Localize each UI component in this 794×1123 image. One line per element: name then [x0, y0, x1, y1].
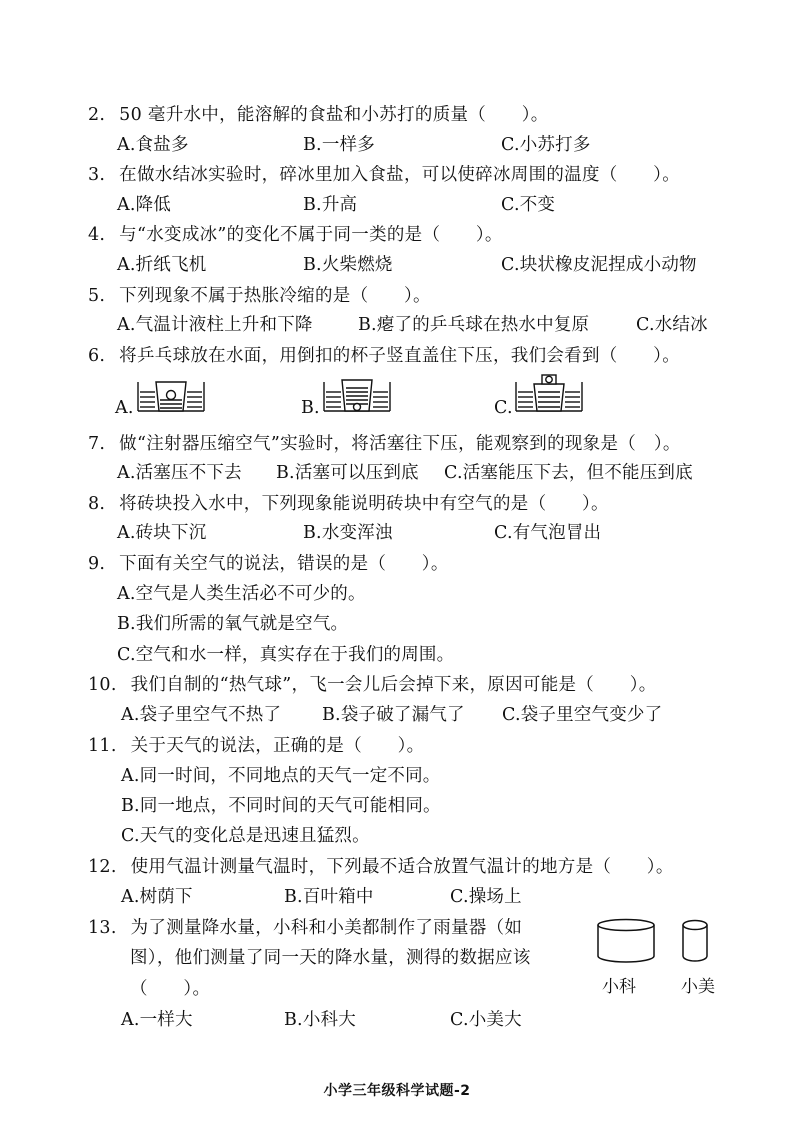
rain-gauge-narrow-icon	[680, 918, 710, 964]
option-b: B.	[301, 398, 320, 418]
question-number: 11.	[88, 736, 117, 756]
option-c: C.	[494, 398, 513, 418]
question-number: 2.	[88, 105, 106, 125]
question-number: 6.	[88, 346, 106, 366]
question-text: 50 毫升水中，能溶解的食盐和小苏打的质量（ ）。	[119, 105, 549, 125]
option-a: A.袋子里空气不热了	[121, 705, 282, 725]
option-c: C.水结冰	[636, 315, 708, 335]
option-a: A.气温计液柱上升和下降	[117, 315, 313, 335]
option-b: B.水变浑浊	[303, 523, 393, 543]
option-b: B.瘪了的乒乓球在热水中复原	[358, 315, 590, 335]
question-number: 12.	[88, 857, 117, 877]
option-c: C.有气泡冒出	[494, 523, 602, 543]
option-b: B.火柴燃烧	[303, 255, 393, 275]
question-13	[88, 916, 522, 940]
option-a: A.食盐多	[117, 135, 189, 155]
question-2	[88, 103, 549, 127]
cup-diagram-c	[514, 374, 584, 414]
question-text: 在做水结冰实验时，碎冰里加入食盐，可以使碎冰周围的温度（ ）。	[119, 165, 681, 185]
option-b: B.我们所需的氧气就是空气。	[117, 614, 349, 634]
option-b: B.小科大	[284, 1010, 356, 1030]
option-b: B.同一地点，不同时间的天气可能相同。	[121, 796, 441, 816]
question-number: 3.	[88, 165, 106, 185]
question-number: 5.	[88, 286, 106, 306]
page-footer: 小学三年级科学试题-2	[323, 1083, 471, 1099]
question-3	[88, 163, 680, 187]
question-text: 将砖块投入水中，下列现象能说明砖块中有空气的是（ ）。	[119, 494, 609, 514]
question-number: 7.	[88, 434, 106, 454]
option-b: B.百叶箱中	[284, 887, 374, 907]
question-5	[88, 284, 431, 308]
question-9	[88, 552, 449, 576]
question-13-line-3: （ ）。	[130, 979, 211, 999]
question-11	[88, 734, 424, 758]
option-b: B.活塞可以压到底	[276, 463, 419, 483]
cup-diagram-a	[136, 378, 206, 414]
option-c: C.块状橡皮泥捏成小动物	[501, 255, 697, 275]
option-a: A.折纸飞机	[117, 255, 207, 275]
question-number: 13.	[88, 918, 117, 938]
question-number: 10.	[88, 675, 117, 695]
option-b: B.升高	[303, 195, 358, 215]
question-10	[88, 673, 657, 697]
option-c: C.小美大	[450, 1010, 522, 1030]
option-a: A.砖块下沉	[117, 523, 207, 543]
question-text: 关于天气的说法，正确的是（ ）。	[130, 736, 425, 756]
question-8	[88, 492, 609, 516]
option-c: C.小苏打多	[501, 135, 591, 155]
question-text: 使用气温计测量气温时，下列最不适合放置气温计的地方是（ ）。	[130, 857, 674, 877]
option-a: A.	[115, 398, 134, 418]
question-text: 与“水变成冰”的变化不属于同一类的是（ ）。	[119, 225, 503, 245]
question-number: 4.	[88, 225, 106, 245]
cup-diagram-b	[322, 378, 392, 414]
option-a: A.活塞压不下去	[117, 463, 242, 483]
option-c: C.空气和水一样，真实存在于我们的周围。	[117, 645, 455, 665]
option-a: A.降低	[117, 195, 172, 215]
question-text: 我们自制的“热气球”，飞一会儿后会掉下来，原因可能是（ ）。	[130, 675, 657, 695]
rain-gauge-wide-icon	[595, 918, 657, 964]
option-c: C.操场上	[450, 887, 522, 907]
question-number: 9.	[88, 554, 106, 574]
question-text: 下面有关空气的说法，错误的是（ ）。	[119, 554, 449, 574]
option-a: A.一样大	[121, 1010, 193, 1030]
question-text: 将乒乓球放在水面，用倒扣的杯子竖直盖住下压，我们会看到（ ）。	[119, 346, 681, 366]
question-6	[88, 344, 680, 368]
option-b: B.一样多	[303, 135, 375, 155]
option-c: C.不变	[501, 195, 556, 215]
option-c: C.天气的变化总是迅速且猛烈。	[121, 826, 370, 846]
option-c: C.活塞能压下去，但不能压到底	[444, 463, 693, 483]
option-a: A.同一时间，不同地点的天气一定不同。	[121, 766, 441, 786]
question-text: 下列现象不属于热胀冷缩的是（ ）。	[119, 286, 431, 306]
question-text: 为了测量降水量，小科和小美都制作了雨量器（如	[130, 918, 523, 938]
option-b: B.袋子破了漏气了	[322, 705, 465, 725]
option-a: A.空气是人类生活必不可少的。	[117, 584, 366, 604]
rain-gauge-label-xiaomei: 小美	[681, 977, 715, 997]
option-c: C.袋子里空气变少了	[502, 705, 663, 725]
option-a: A.树荫下	[121, 887, 193, 907]
question-text: 做“注射器压缩空气”实验时，将活塞往下压，能观察到的现象是（ ）。	[119, 434, 681, 454]
question-13-line-2: 图），他们测量了同一天的降水量，测得的数据应该	[130, 948, 531, 968]
question-12	[88, 855, 674, 879]
question-4	[88, 223, 503, 247]
question-number: 8.	[88, 494, 106, 514]
question-7	[88, 432, 681, 456]
rain-gauge-label-xiaoke: 小科	[602, 977, 636, 997]
